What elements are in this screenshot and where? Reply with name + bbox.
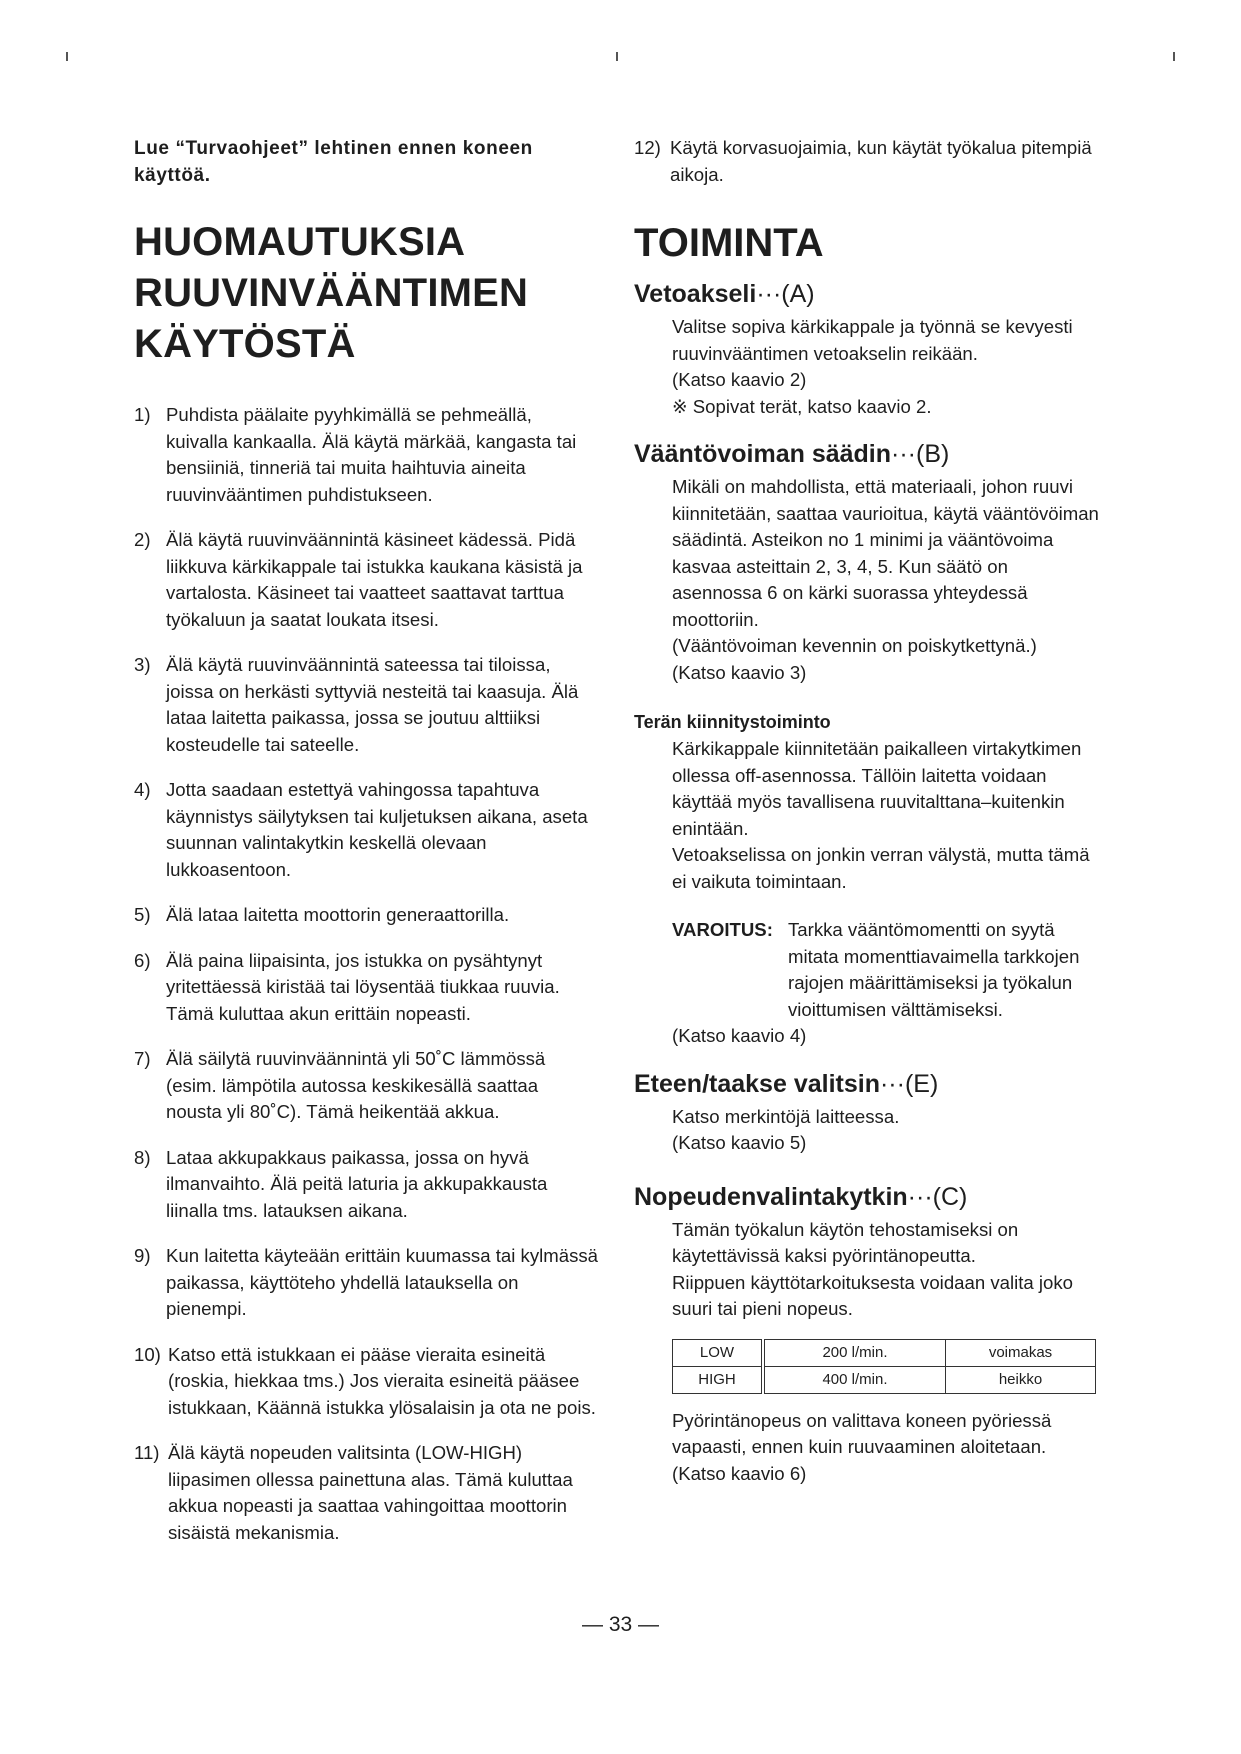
paragraph: ※ Sopivat terät, katso kaavio 2. xyxy=(672,395,932,417)
paragraph: (Katso kaavio 2) xyxy=(672,369,807,390)
paragraph: Valitse sopiva kärkikappale ja työnnä se kevyesti ruuvinvääntimen vetoakselin reikään. xyxy=(672,316,1073,364)
page-number: — 33 — xyxy=(581,1613,660,1636)
list-item: 3) Älä käytä ruuvinväännintä sateessa tai tiloissa, joissa on herkästi syttyviä nesteitä tai kaasuja. Älä lataa laitetta paikassa, jossa se joutuu alttiiksi kosteudelle tai sateelle. xyxy=(134,654,579,755)
paragraph: (Katso kaavio 4) xyxy=(672,1025,807,1046)
paragraph: (Katso kaavio 6) xyxy=(672,1462,807,1484)
crop-mark-left xyxy=(66,52,68,61)
precautions-list xyxy=(134,402,598,1546)
warning-ref xyxy=(672,1023,1100,1050)
paragraph: (Vääntövoiman kevennin on poiskytkettynä.) xyxy=(672,635,1037,656)
list-item: 4) Jotta saadaan estettyä vahingossa tapahtuva käynnistys säilytyksen tai kuljetuksen aikana, aseta suunnan valintakytkin keskellä olevaan lukkoasentoon. xyxy=(134,779,588,880)
list-item: 1) Puhdista päälaite pyyhkimällä se pehmeällä, kuivalla kankaalla. Älä käytä märkää, kangasta tai bensiiniä, tinneriä tai muita haihtuvia aineita ruuvinvääntimen puhdistukseen. xyxy=(134,404,577,505)
list-item: 10) Katso että istukkaan ei pääse vieraita esineitä (roskia, hiekkaa tms.) Jos vieraita esineitä pääsee istukkaan, Käännä istukka ylösalaisin ja ota ne pois. xyxy=(134,1343,596,1418)
warning-label: VAROITUS: xyxy=(672,919,773,940)
list-item: 8) Lataa akkupakkaus paikassa, jossa on hyvä ilmanvaihto. Älä peitä laturia ja akkupakkausta liinalla tms. latauksen aikana. xyxy=(134,1146,548,1221)
crop-mark-center xyxy=(616,52,618,61)
section-title-spindle: Vetoakseli···(A) xyxy=(634,280,815,308)
section-body-spindle xyxy=(672,314,1100,420)
title-line: RUUVINVÄÄNTIMEN xyxy=(134,271,529,315)
paragraph: Riippuen käyttötarkoituksesta voidaan valita joko suuri tai pieni nopeus. xyxy=(672,1271,1074,1319)
table-cell: HIGH xyxy=(673,1366,764,1393)
list-item: 6) Älä paina liipaisinta, jos istukka on pysähtynyt yritettäessä kiristää tai löysentää tiukkaa ruuvia. Tämä kuluttaa akun erittäin nopeasti. xyxy=(134,949,560,1024)
list-item: 7) Älä säilytä ruuvinväännintä yli 50˚C lämmössä (esim. lämpötila autossa keskikesällä saattaa nousta yli 80˚C). Tämä heikentää akkua. xyxy=(134,1048,546,1122)
section-body-direction xyxy=(672,1104,1100,1157)
table-row xyxy=(673,1366,1096,1393)
paragraph: Katso merkintöjä laitteessa. xyxy=(672,1105,900,1127)
table-cell: 400 l/min. xyxy=(763,1366,946,1393)
table-row xyxy=(673,1339,1096,1366)
warning-note xyxy=(672,917,1100,1023)
list-item: 2) Älä käytä ruuvinväännintä käsineet kädessä. Pidä liikkuva kärkikappale tai istukka kaukana käsistä ja vartalosta. Käsineet tai vaatteet saattavat tarttua työkaluun ja saatat loukata itsesi. xyxy=(134,529,583,630)
warning-text: Tarkka vääntömomentti on syytä mitata momenttiavaimella tarkkojen rajojen määrittämiseksi ja työkalun vioittumisen välttämiseksi. xyxy=(788,919,1080,1020)
section-after-table xyxy=(672,1408,1100,1488)
section-title-speed: Nopeudenvalintakytkin···(C) xyxy=(634,1182,968,1211)
section-title-torque: Vääntövoiman säädin···(B) xyxy=(634,440,950,468)
right-column xyxy=(634,135,1100,1487)
table-cell: 200 l/min. xyxy=(763,1339,946,1366)
paragraph: (Katso kaavio 5) xyxy=(672,1132,807,1153)
list-item: 12) Käytä korvasuojaimia, kun käytät työkalua pitempiä aikoja. xyxy=(634,137,1092,185)
section-title-direction: Eteen/taakse valitsin···(E) xyxy=(634,1069,939,1098)
title-line: HUOMAUTUKSIA xyxy=(134,220,466,264)
table-cell: voimakas xyxy=(946,1339,1096,1366)
table-cell: heikko xyxy=(946,1366,1096,1393)
paragraph: Tämän työkalun käytön tehostamiseksi on käytettävissä kaksi pyörintänopeutta. xyxy=(672,1218,1019,1266)
intro-note: Lue “Turvaohjeet” lehtinen ennen koneen käyttöä. xyxy=(134,138,533,186)
paragraph: Pyörintänopeus on valittava koneen pyöriessä vapaasti, ennen kuin ruuvaaminen aloitetaan. xyxy=(672,1409,1052,1457)
page-title xyxy=(134,217,598,370)
list-item: 11) Älä käytä nopeuden valitsinta (LOW-HIGH) liipasimen ollessa painettuna alas. Tämä kuluttaa akkua nopeasti ja saattaa vahingoittaa moottorin sisäistä mekanismia. xyxy=(134,1442,573,1543)
speed-table xyxy=(672,1339,1096,1394)
list-item: 5) Älä lataa laitetta moottorin generaattorilla. xyxy=(134,904,510,925)
table-cell: LOW xyxy=(673,1339,764,1366)
section-body-torque xyxy=(672,474,1100,686)
section-body-bit-lock xyxy=(672,736,1100,895)
paragraph: (Katso kaavio 3) xyxy=(672,661,807,683)
paragraph: Mikäli on mahdollista, että materiaali, johon ruuvi kiinnitetään, saattaa vaurioitua, käytä vääntövöiman säädintä. Asteikon no 1 minimi ja vääntövoima kasvaa asteittain 2, 3, 4, 5. Kun säätö on asennossa 6 on kärki suorassa yhteydessä moottoriin. xyxy=(672,476,1099,630)
paragraph: Kärkikappale kiinnitetään paikalleen virtakytkimen ollessa off-asennossa. Tällöin laitetta voidaan käyttää myös tavallisena ruuvitalttana–kuitenkin enintään. xyxy=(672,738,1082,839)
list-item: 9) Kun laitetta käyteään erittäin kuumassa tai kylmässä paikassa, käyttöteho yhdellä latauksella on pienempi. xyxy=(134,1245,599,1319)
title-line: KÄYTÖSTÄ xyxy=(134,322,356,366)
section-title-bit-lock: Terän kiinnitystoiminto xyxy=(634,712,831,732)
crop-mark-right xyxy=(1173,52,1175,61)
paragraph: Vetoakselissa on jonkin verran välystä, mutta tämä ei vaikuta toimintaan. xyxy=(672,844,1090,892)
left-column xyxy=(134,135,598,1565)
section-body-speed xyxy=(672,1217,1100,1323)
operation-title: TOIMINTA xyxy=(634,221,824,265)
precautions-list-continued xyxy=(634,135,1100,188)
